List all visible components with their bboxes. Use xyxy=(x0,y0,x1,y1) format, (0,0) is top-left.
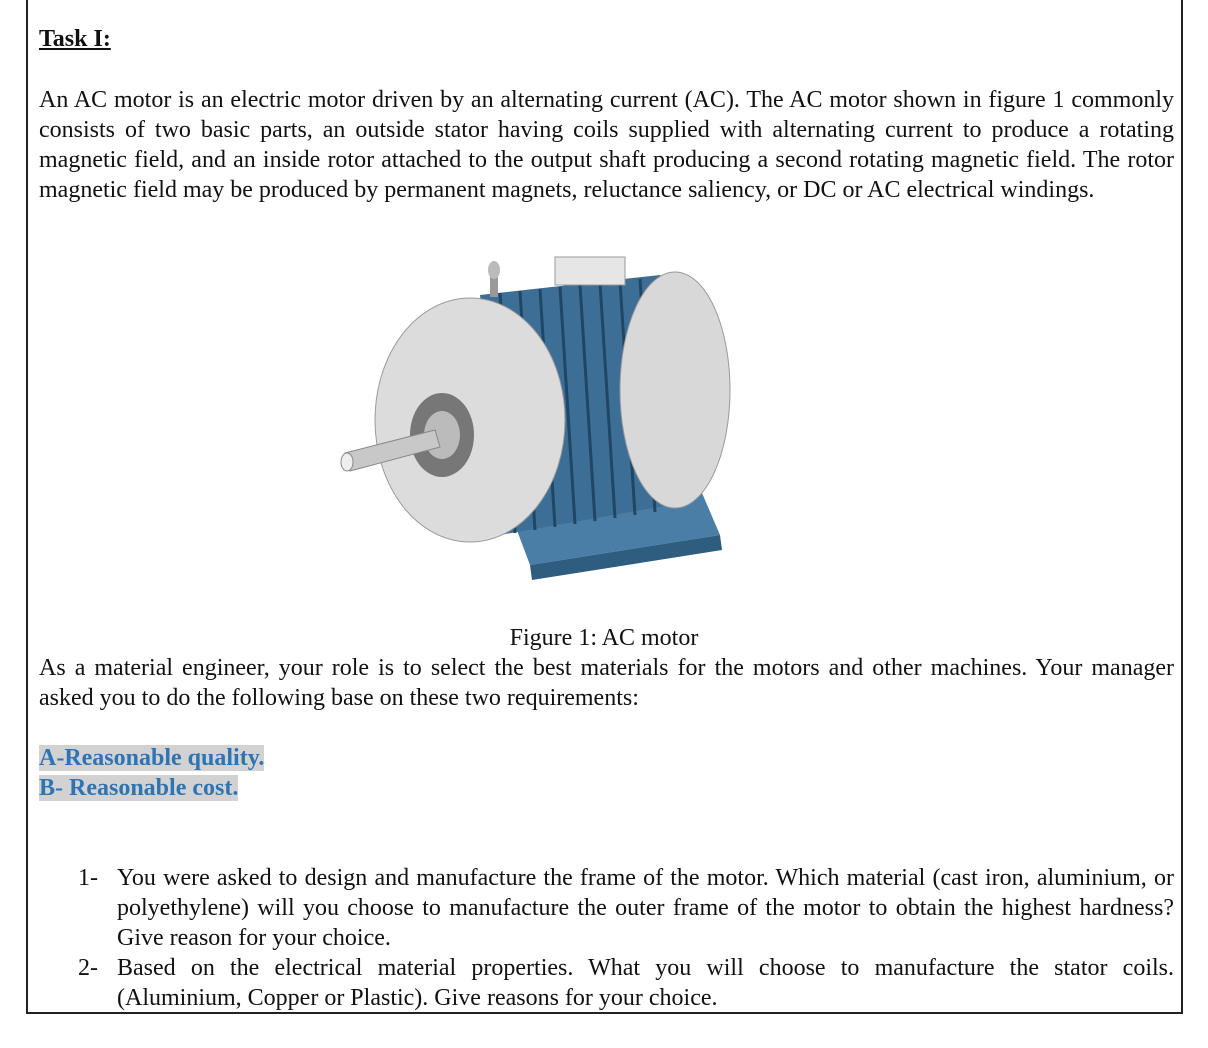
question-number: 2- xyxy=(78,955,98,981)
role-paragraph: As a material engineer, your role is to select the best materials for the motors and other machines. Your manager asked you to do the following base on these two requirements: xyxy=(39,655,1174,711)
requirement-quality: A-Reasonable quality. xyxy=(39,745,265,771)
question-text: You were asked to design and manufacture the frame of the motor. Which material (cast iron, aluminium, or polyethylene) will you choose to manufacture the outer frame of the motor to obtain the highest hardness? Give reason for your choice. xyxy=(117,865,1174,951)
figure-caption: Figure 1: AC motor xyxy=(509,625,699,651)
requirements-list xyxy=(39,743,264,803)
motor-end-shield xyxy=(375,298,565,542)
task-title: Task I: xyxy=(39,26,111,52)
question-1 xyxy=(78,863,1174,953)
question-number: 1- xyxy=(78,865,98,891)
lifting-eye xyxy=(488,261,500,297)
intro-paragraph: An AC motor is an electric motor driven by an alternating current (AC). The AC motor shown in figure 1 commonly consists of two basic parts, an outside stator having coils supplied with alternating current to produce a rotating magnetic field, and an inside rotor attached to the output shaft producing a second rotating magnetic field. The rotor magnetic field may be produced by permanent magnets, reluctance saliency, or DC or AC electrical windings. xyxy=(39,87,1174,203)
ac-motor-figure xyxy=(330,235,795,600)
requirement-cost: B- Reasonable cost. xyxy=(39,775,239,801)
question-2 xyxy=(78,953,1174,1013)
question-text: Based on the electrical material properties. What you will choose to manufacture the stator coils. (Aluminium, Copper or Plastic). Give reasons for your choice. xyxy=(117,955,1174,1011)
